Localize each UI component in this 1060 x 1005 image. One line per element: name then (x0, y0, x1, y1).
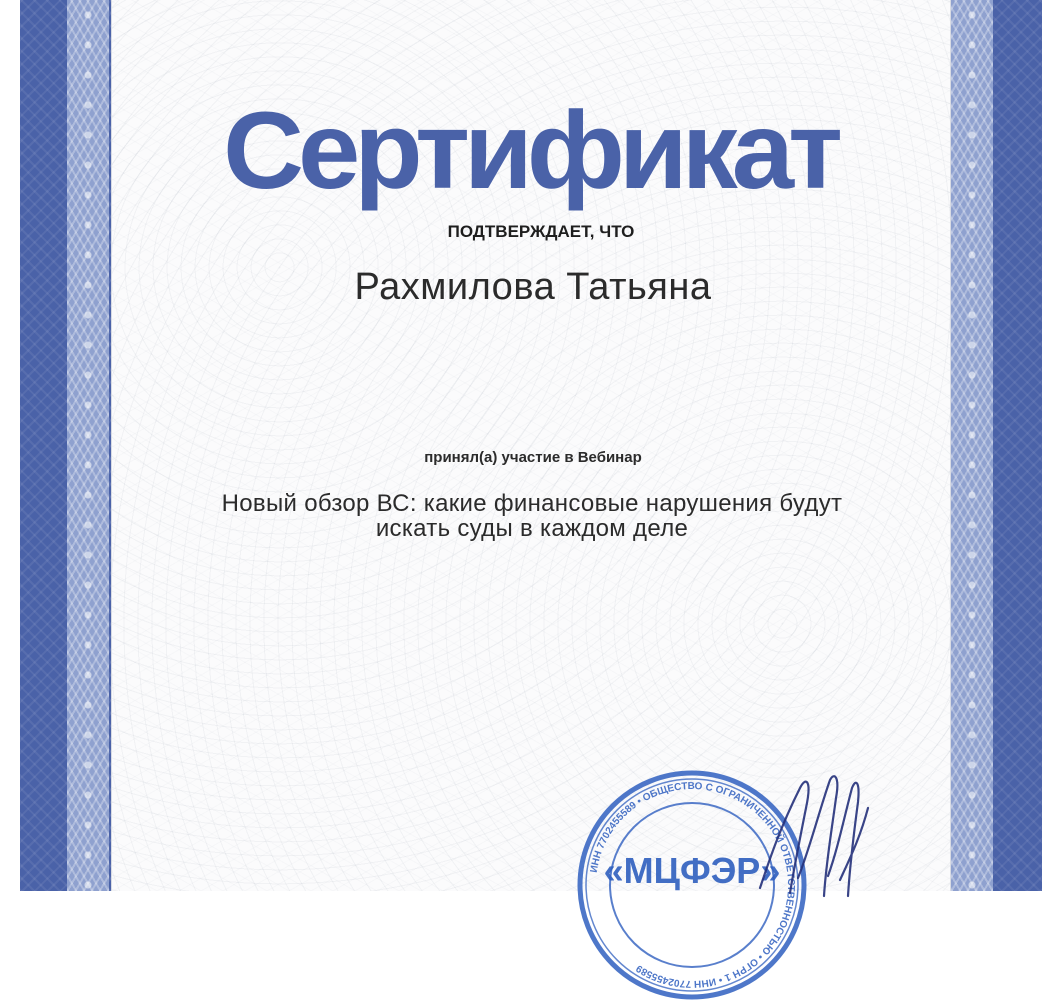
webinar-title: Новый обзор ВС: какие финансовые нарушения будут искать суды в каждом деле (221, 490, 843, 542)
ornament-border-left (67, 0, 109, 891)
participation-text: принял(а) участие в Вебинар (424, 449, 642, 466)
stamp-ring-text: ИНН 7702455589 • ОБЩЕСТВО С ОГРАНИЧЕННОЙ ОТВЕТСТВЕННОСТЬЮ • ОГРН 1 • ИНН 7702455589 (588, 780, 797, 990)
stamp-center-text: «МЦФЭР» (603, 850, 781, 891)
signature (740, 768, 890, 898)
certificate-title: Сертификат (223, 89, 837, 212)
certificate-subtitle: ПОДТВЕРЖДАЕТ, ЧТО (447, 222, 635, 241)
ornament-border-right (951, 0, 993, 891)
recipient-name: Рахмилова Татьяна (354, 266, 712, 308)
